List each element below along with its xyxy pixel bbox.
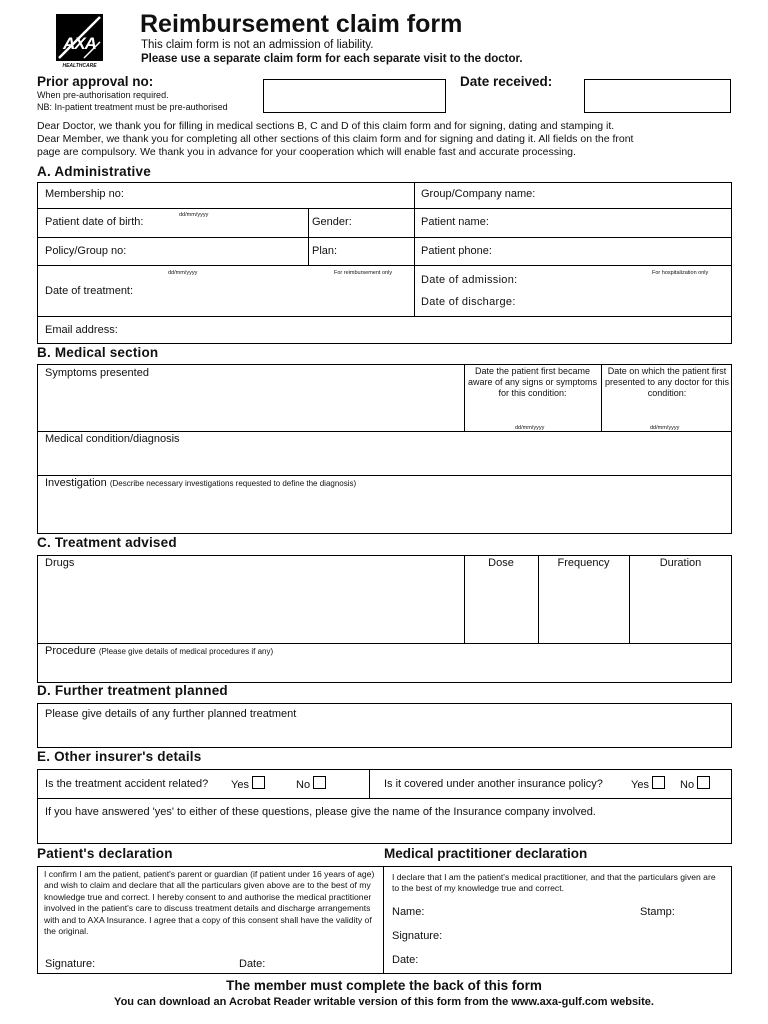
section-e-title: E. Other insurer's details: [37, 749, 202, 764]
date-of-admission-field[interactable]: Date of admission:: [421, 274, 518, 286]
section-a-title: A. Administrative: [37, 164, 151, 179]
prior-approval-input[interactable]: [263, 79, 446, 113]
in-patient-note: NB: In-patient treatment must be pre-authorised: [37, 102, 228, 112]
other-policy-question: Is it covered under another insurance policy?: [384, 778, 603, 790]
intro-compulsory: page are compulsory. We thank you in advance for your cooperation which will enable fast and accurate processing.: [37, 146, 576, 158]
accident-related-question: Is the treatment accident related?: [45, 778, 209, 790]
other-policy-no-option[interactable]: [680, 776, 710, 791]
procedure-field[interactable]: [45, 645, 273, 657]
accident-no-label: No: [296, 779, 311, 791]
investigation-note: (Describe necessary investigations requested to define the diagnosis): [109, 479, 357, 488]
dob-format-hint: dd/mm/yyyy: [179, 212, 209, 218]
form-title: Reimbursement claim form: [140, 10, 463, 38]
presented-date-format-hint: dd/mm/yyyy: [650, 425, 680, 431]
investigation-label: Investigation: [45, 477, 107, 489]
section-b-title: B. Medical section: [37, 345, 159, 360]
procedure-note: (Please give details of medical procedures if any): [98, 647, 274, 656]
accident-no-checkbox[interactable]: [313, 776, 326, 789]
accident-yes-checkbox[interactable]: [252, 776, 265, 789]
practitioner-declaration-text: I declare that I am the patient's medical practitioner, and that the particulars given are to the best of my knowledge true and correct.: [392, 872, 716, 894]
dose-column-header: Dose: [488, 557, 514, 569]
patient-phone-field[interactable]: Patient phone:: [421, 245, 492, 257]
other-policy-no-checkbox[interactable]: [697, 776, 710, 789]
aware-date-format-hint: dd/mm/yyyy: [515, 425, 545, 431]
prior-approval-label: Prior approval no:: [37, 74, 154, 89]
accident-yes-option[interactable]: [231, 776, 265, 791]
duration-column-header: Duration: [659, 557, 702, 569]
patient-declaration-title: Patient's declaration: [37, 846, 173, 861]
section-d-title: D. Further treatment planned: [37, 683, 228, 698]
pre-authorisation-note: When pre-authorisation required.: [37, 90, 169, 100]
drugs-field[interactable]: Drugs: [45, 557, 75, 569]
email-address-field[interactable]: Email address:: [45, 324, 118, 336]
practitioner-stamp-field[interactable]: Stamp:: [640, 906, 675, 918]
date-of-discharge-field[interactable]: Date of discharge:: [421, 296, 516, 308]
membership-no-field[interactable]: Membership no:: [45, 188, 124, 200]
practitioner-signature-field[interactable]: Signature:: [392, 930, 443, 942]
insurance-company-field[interactable]: If you have answered 'yes' to either of these questions, please give the name of the Insurance company involved.: [45, 806, 596, 818]
policy-group-field[interactable]: Policy/Group no:: [45, 245, 127, 257]
axa-logo-text: AXA: [63, 34, 96, 53]
medical-condition-field[interactable]: Medical condition/diagnosis: [45, 433, 180, 445]
member-back-notice: The member must complete the back of this form: [226, 978, 542, 993]
plan-field[interactable]: Plan:: [312, 245, 338, 257]
patient-name-field[interactable]: Patient name:: [421, 216, 489, 228]
section-c-table: [37, 555, 732, 683]
hospitalization-only-note: For hospitalization only: [652, 270, 709, 276]
accident-no-option[interactable]: [296, 776, 326, 791]
further-treatment-label: Please give details of any further planned treatment: [45, 708, 297, 720]
investigation-field[interactable]: [45, 477, 356, 489]
other-policy-yes-checkbox[interactable]: [652, 776, 665, 789]
intro-member: Dear Member, we thank you for completing all other sections of this claim form and for signing and dating it. All fields on the front: [37, 133, 634, 145]
frequency-column-header: Frequency: [557, 557, 610, 569]
patient-dob-field[interactable]: Patient date of birth:: [45, 216, 144, 228]
other-policy-yes-label: Yes: [631, 779, 649, 791]
group-company-field[interactable]: Group/Company name:: [421, 188, 536, 200]
date-received-input[interactable]: [584, 79, 731, 113]
intro-doctor: Dear Doctor, we thank you for filling in medical sections B, C and D of this claim form and for signing, dating and stamping it.: [37, 120, 615, 132]
gender-field[interactable]: Gender:: [312, 216, 352, 228]
other-policy-yes-option[interactable]: [631, 776, 665, 791]
other-policy-no-label: No: [680, 779, 695, 791]
patient-date-field[interactable]: Date:: [239, 958, 266, 970]
practitioner-date-field[interactable]: Date:: [392, 954, 419, 966]
separate-visit-instruction: Please use a separate claim form for each separate visit to the doctor.: [141, 53, 523, 65]
procedure-label: Procedure: [45, 645, 96, 657]
first-aware-date-field[interactable]: Date the patient first became aware of any signs or symptoms for this condition:: [467, 366, 598, 398]
section-a-table: [37, 182, 732, 344]
liability-note: This claim form is not an admission of liability.: [141, 39, 374, 51]
symptoms-presented-field[interactable]: Symptoms presented: [45, 367, 149, 379]
download-notice: You can download an Acrobat Reader writable version of this form from the www.axa-gulf.com website.: [114, 996, 654, 1008]
patient-signature-field[interactable]: Signature:: [45, 958, 96, 970]
patient-declaration-text: I confirm I am the patient, patient's parent or guardian (if patient under 16 years of age) and wish to claim and declare that all the particulars given above are to the best of my knowledge true and correct. I hereby consent to and authorise the medical practitioner involved in the patient's care to discuss treatment details and discharge arrangements with and to AXA Insurance. I agree that a copy of this consent shall have the validity of the original.: [44, 869, 375, 937]
treatment-date-format-hint: dd/mm/yyyy: [168, 270, 198, 276]
first-presented-date-field[interactable]: Date on which the patient first presented to any doctor for this condition:: [604, 366, 730, 398]
practitioner-declaration-title: Medical practitioner declaration: [384, 846, 588, 861]
date-of-treatment-field[interactable]: Date of treatment:: [45, 285, 134, 297]
accident-yes-label: Yes: [231, 779, 249, 791]
axa-logo-subtitle: HEALTHCARE: [62, 63, 97, 69]
reimbursement-only-note: For reimbursement only: [334, 270, 393, 276]
section-c-title: C. Treatment advised: [37, 535, 177, 550]
practitioner-name-field[interactable]: Name:: [392, 906, 425, 918]
date-received-label: Date received:: [460, 74, 553, 89]
axa-logo: [56, 14, 103, 61]
